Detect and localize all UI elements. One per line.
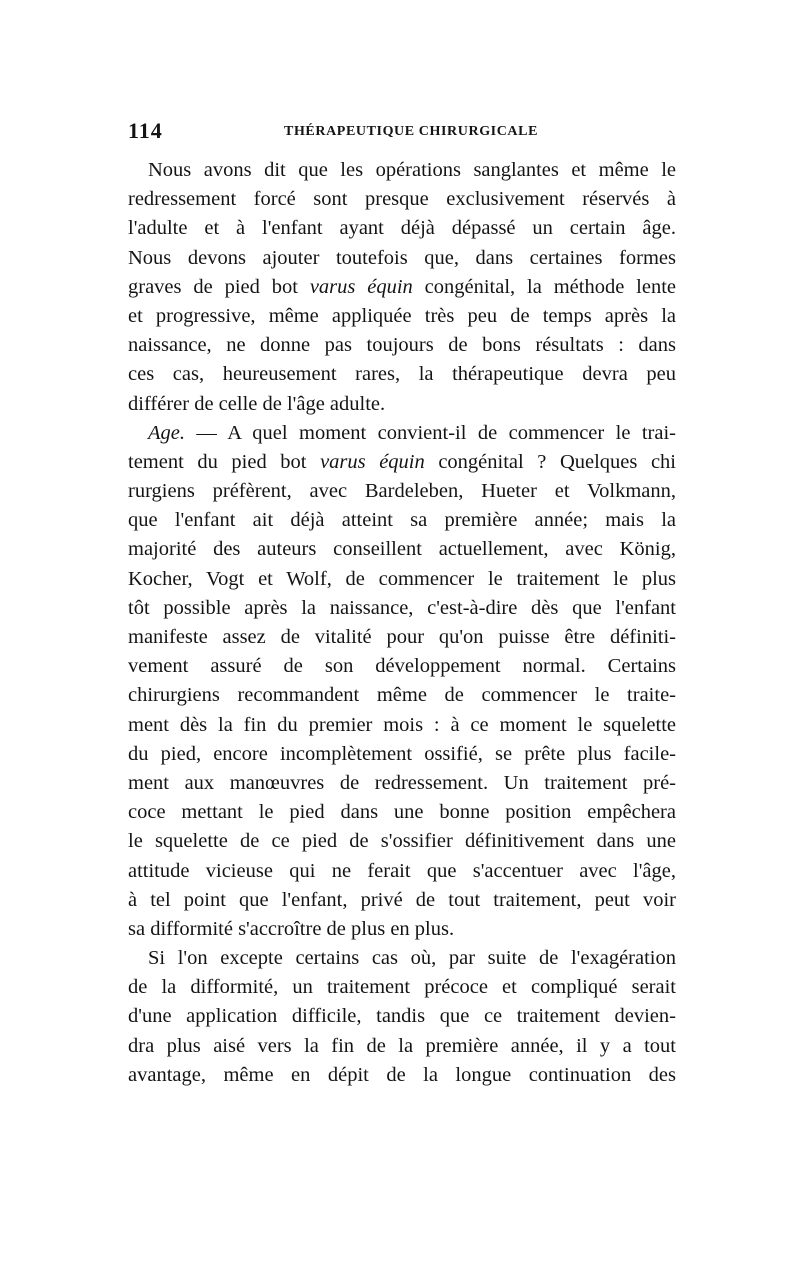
body-text xyxy=(128,156,676,1090)
text-line: redressement forcé sont presque exclusivement réservés à xyxy=(128,188,676,211)
text-line: Kocher, Vogt et Wolf, de commencer le traitement le plus xyxy=(128,567,676,590)
text-line: ment aux manœuvres de redressement. Un traitement pré- xyxy=(128,771,676,794)
text-line: à tel point que l'enfant, privé de tout traitement, peut voir xyxy=(128,888,676,911)
italic-term: varus équin xyxy=(309,275,413,298)
text-line: rurgiens préfèrent, avec Bardeleben, Hueter et Volkmann, xyxy=(128,480,676,503)
text-line: Si l'on excepte certains cas où, par suite de l'exagération xyxy=(148,947,676,970)
text-line: que l'enfant ait déjà atteint sa première année; mais la xyxy=(128,509,676,532)
italic-term: Age. xyxy=(148,421,185,444)
text-segment: tement du pied bot xyxy=(128,450,321,473)
text-line xyxy=(128,273,676,302)
text-line: de la difformité, un traitement précoce et compliqué serait xyxy=(128,976,676,999)
text-segment: — A quel moment convient-il de commencer le trai- xyxy=(185,421,676,444)
text-segment: graves de pied bot xyxy=(128,275,310,298)
text-segment: congénital ? Quelques chi xyxy=(424,450,676,473)
text-line: attitude vicieuse qui ne ferait que s'accentuer avec l'âge, xyxy=(128,859,676,882)
text-line: naissance, ne donne pas toujours de bons résultats : dans xyxy=(128,334,676,357)
text-segment: congénital, la méthode lente xyxy=(412,275,676,298)
text-line: et progressive, même appliquée très peu de temps après la xyxy=(128,304,676,327)
text-line: sa difformité s'accroître de plus en plus. xyxy=(128,917,455,940)
italic-term: varus équin xyxy=(320,450,425,473)
text-line: manifeste assez de vitalité pour qu'on puisse être définiti- xyxy=(128,626,676,648)
text-line: ment dès la fin du premier mois : à ce moment le squelette xyxy=(128,713,676,736)
text-line xyxy=(128,419,676,448)
text-line xyxy=(128,448,676,477)
text-line: Nous avons dit que les opérations sanglantes et même le xyxy=(148,159,676,181)
text-line: ces cas, heureusement rares, la thérapeutique devra peu xyxy=(128,363,676,386)
text-line: différer de celle de l'âge adulte. xyxy=(128,392,386,415)
text-line: tôt possible après la naissance, c'est-à-dire dès que l'enfant xyxy=(128,596,676,619)
running-title: THÉRAPEUTIQUE CHIRURGICALE xyxy=(284,124,539,139)
text-line: d'une application difficile, tandis que ce traitement devien- xyxy=(128,1005,676,1028)
text-line: l'adulte et à l'enfant ayant déjà dépassé un certain âge. xyxy=(128,217,676,240)
page-number: 114 xyxy=(128,118,163,143)
text-line: chirurgiens recommandent même de commencer le traite- xyxy=(128,684,676,707)
text-line: vement assuré de son développement normal. Certains xyxy=(128,655,676,678)
text-line: majorité des auteurs conseillent actuellement, avec König, xyxy=(128,538,676,561)
text-line: le squelette de ce pied de s'ossifier définitivement dans une xyxy=(128,830,676,853)
text-line: du pied, encore incomplètement ossifié, se prête plus facile- xyxy=(128,742,676,765)
page-header xyxy=(128,118,688,148)
text-line: Nous devons ajouter toutefois que, dans certaines formes xyxy=(128,246,676,269)
text-line: dra plus aisé vers la fin de la première année, il y a tout xyxy=(128,1034,676,1057)
text-line: avantage, même en dépit de la longue continuation des xyxy=(128,1063,676,1086)
text-line: coce mettant le pied dans une bonne position empêchera xyxy=(128,801,676,824)
